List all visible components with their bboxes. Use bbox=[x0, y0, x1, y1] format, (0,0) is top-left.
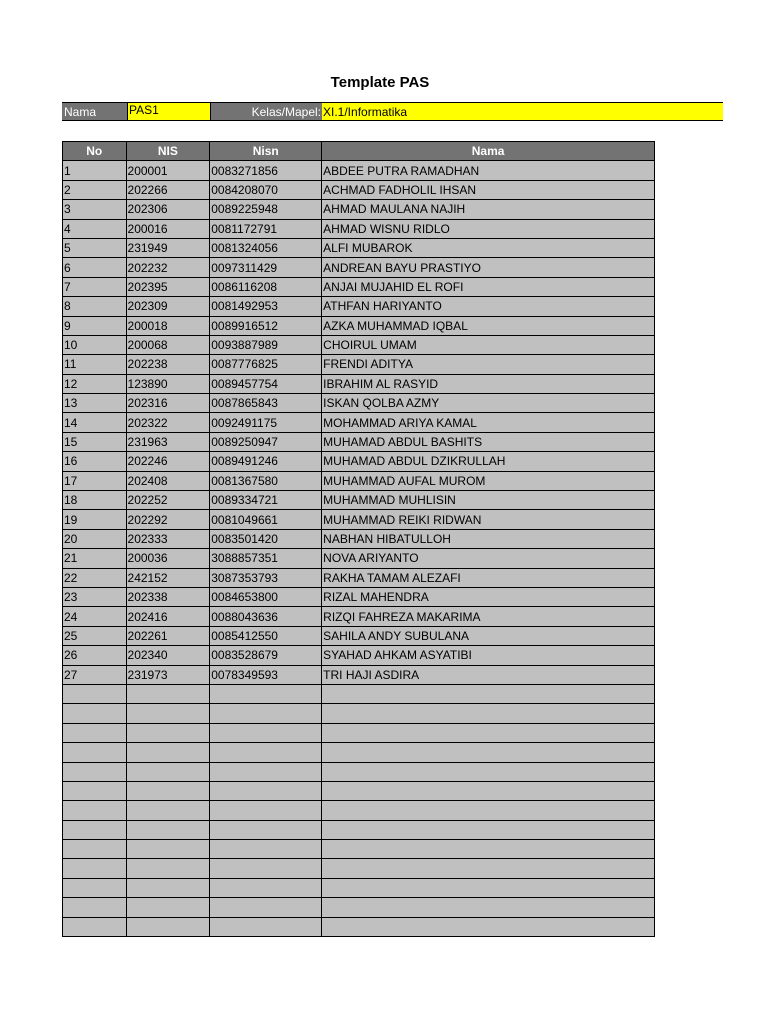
cell-no-empty[interactable] bbox=[63, 820, 127, 839]
cell-nis[interactable]: 200068 bbox=[126, 335, 210, 354]
cell-nis[interactable]: 202322 bbox=[126, 413, 210, 432]
empty-table-row bbox=[63, 684, 655, 703]
table-row bbox=[63, 529, 655, 548]
cell-no[interactable]: 2 bbox=[63, 180, 127, 199]
cell-nisn-empty[interactable] bbox=[210, 801, 322, 820]
cell-nis[interactable]: 202333 bbox=[126, 529, 210, 548]
table-row bbox=[63, 161, 655, 180]
nama-label: Nama bbox=[62, 102, 127, 121]
cell-no[interactable]: 27 bbox=[63, 665, 127, 684]
cell-nis[interactable]: 202395 bbox=[126, 277, 210, 296]
cell-nisn[interactable]: 0087865843 bbox=[210, 394, 322, 413]
cell-nis-empty[interactable] bbox=[126, 898, 210, 917]
cell-nis[interactable]: 202306 bbox=[126, 200, 210, 219]
empty-table-row bbox=[63, 781, 655, 800]
table-row bbox=[63, 238, 655, 257]
cell-nisn-empty[interactable] bbox=[210, 878, 322, 897]
cell-nama-empty[interactable] bbox=[322, 859, 655, 878]
table-row bbox=[63, 607, 655, 626]
cell-nis[interactable]: 202316 bbox=[126, 394, 210, 413]
cell-nisn[interactable]: 0087776825 bbox=[210, 355, 322, 374]
cell-no[interactable]: 6 bbox=[63, 258, 127, 277]
empty-table-row bbox=[63, 723, 655, 742]
cell-nisn[interactable]: 0093887989 bbox=[210, 335, 322, 354]
cell-nama[interactable]: MOHAMMAD ARIYA KAMAL bbox=[322, 413, 655, 432]
header-no[interactable]: No bbox=[63, 142, 127, 161]
cell-no[interactable]: 7 bbox=[63, 277, 127, 296]
cell-nisn-empty[interactable] bbox=[210, 704, 322, 723]
cell-nisn[interactable]: 0089491246 bbox=[210, 452, 322, 471]
page-title: Template PAS bbox=[330, 74, 430, 91]
kelas-mapel-value-cell[interactable]: XI.1/Informatika bbox=[322, 102, 723, 121]
cell-nisn[interactable]: 0086116208 bbox=[210, 277, 322, 296]
cell-nis[interactable]: 202252 bbox=[126, 491, 210, 510]
cell-nama[interactable]: ALFI MUBAROK bbox=[322, 238, 655, 257]
cell-nama[interactable]: SAHILA ANDY SUBULANA bbox=[322, 626, 655, 645]
table-row bbox=[63, 200, 655, 219]
cell-nis[interactable]: 123890 bbox=[126, 374, 210, 393]
empty-table-row bbox=[63, 762, 655, 781]
cell-nama-empty[interactable] bbox=[322, 723, 655, 742]
header-nama[interactable]: Nama bbox=[322, 142, 655, 161]
cell-no-empty[interactable] bbox=[63, 684, 127, 703]
cell-no[interactable]: 24 bbox=[63, 607, 127, 626]
table-row bbox=[63, 510, 655, 529]
cell-nama-empty[interactable] bbox=[322, 684, 655, 703]
cell-nis-empty[interactable] bbox=[126, 704, 210, 723]
cell-nama-empty[interactable] bbox=[322, 840, 655, 859]
cell-nisn[interactable]: 0083528679 bbox=[210, 646, 322, 665]
cell-nis-empty[interactable] bbox=[126, 840, 210, 859]
cell-nama[interactable]: ISKAN QOLBA AZMY bbox=[322, 394, 655, 413]
cell-nama[interactable]: RIZAL MAHENDRA bbox=[322, 587, 655, 606]
cell-nama-empty[interactable] bbox=[322, 762, 655, 781]
cell-no[interactable]: 25 bbox=[63, 626, 127, 645]
cell-nis[interactable]: 202309 bbox=[126, 297, 210, 316]
cell-no[interactable]: 12 bbox=[63, 374, 127, 393]
table-row bbox=[63, 432, 655, 451]
cell-nis-empty[interactable] bbox=[126, 878, 210, 897]
table-body bbox=[63, 161, 655, 937]
table-row bbox=[63, 180, 655, 199]
cell-no-empty[interactable] bbox=[63, 840, 127, 859]
empty-table-row bbox=[63, 840, 655, 859]
cell-no-empty[interactable] bbox=[63, 801, 127, 820]
cell-nis-empty[interactable] bbox=[126, 801, 210, 820]
table-header-row bbox=[63, 142, 655, 161]
cell-nis[interactable]: 202261 bbox=[126, 626, 210, 645]
cell-no[interactable]: 9 bbox=[63, 316, 127, 335]
cell-nis[interactable]: 202246 bbox=[126, 452, 210, 471]
cell-nis[interactable]: 202266 bbox=[126, 180, 210, 199]
cell-nis[interactable]: 231963 bbox=[126, 432, 210, 451]
cell-nama-empty[interactable] bbox=[322, 743, 655, 762]
empty-table-row bbox=[63, 743, 655, 762]
table-row bbox=[63, 587, 655, 606]
table-row bbox=[63, 394, 655, 413]
cell-nama[interactable]: TRI HAJI ASDIRA bbox=[322, 665, 655, 684]
cell-no[interactable]: 18 bbox=[63, 491, 127, 510]
cell-no-empty[interactable] bbox=[63, 898, 127, 917]
cell-nama[interactable]: NOVA ARIYANTO bbox=[322, 549, 655, 568]
cell-nisn[interactable]: 0081367580 bbox=[210, 471, 322, 490]
cell-nama-empty[interactable] bbox=[322, 801, 655, 820]
cell-no-empty[interactable] bbox=[63, 878, 127, 897]
cell-nama[interactable]: NABHAN HIBATULLOH bbox=[322, 529, 655, 548]
table-row bbox=[63, 471, 655, 490]
cell-nisn-empty[interactable] bbox=[210, 762, 322, 781]
cell-nis[interactable]: 231949 bbox=[126, 238, 210, 257]
cell-nama[interactable]: IBRAHIM AL RASYID bbox=[322, 374, 655, 393]
cell-nisn-empty[interactable] bbox=[210, 781, 322, 800]
cell-nama[interactable]: ABDEE PUTRA RAMADHAN bbox=[322, 161, 655, 180]
cell-nisn[interactable]: 0088043636 bbox=[210, 607, 322, 626]
cell-nama[interactable]: MUHAMAD ABDUL BASHITS bbox=[322, 432, 655, 451]
cell-nis[interactable]: 202340 bbox=[126, 646, 210, 665]
nama-value-cell[interactable]: PAS1 bbox=[127, 102, 211, 121]
student-table bbox=[62, 141, 655, 937]
cell-nis-empty[interactable] bbox=[126, 820, 210, 839]
cell-nama[interactable]: RIZQI FAHREZA MAKARIMA bbox=[322, 607, 655, 626]
cell-no[interactable]: 1 bbox=[63, 161, 127, 180]
cell-nama[interactable]: ACHMAD FADHOLIL IHSAN bbox=[322, 180, 655, 199]
cell-nisn-empty[interactable] bbox=[210, 859, 322, 878]
cell-nama[interactable]: MUHAMMAD REIKI RIDWAN bbox=[322, 510, 655, 529]
cell-nisn[interactable]: 3088857351 bbox=[210, 549, 322, 568]
cell-nama-empty[interactable] bbox=[322, 704, 655, 723]
cell-nama-empty[interactable] bbox=[322, 878, 655, 897]
cell-nis-empty[interactable] bbox=[126, 684, 210, 703]
cell-nisn[interactable]: 0089916512 bbox=[210, 316, 322, 335]
cell-nama[interactable]: ATHFAN HARIYANTO bbox=[322, 297, 655, 316]
cell-nis[interactable]: 231973 bbox=[126, 665, 210, 684]
table-row bbox=[63, 413, 655, 432]
cell-no[interactable]: 10 bbox=[63, 335, 127, 354]
cell-nis[interactable]: 202238 bbox=[126, 355, 210, 374]
cell-nisn[interactable]: 0083501420 bbox=[210, 529, 322, 548]
cell-nis[interactable]: 242152 bbox=[126, 568, 210, 587]
cell-nisn-empty[interactable] bbox=[210, 684, 322, 703]
cell-nama[interactable]: AHMAD WISNU RIDLO bbox=[322, 219, 655, 238]
empty-table-row bbox=[63, 820, 655, 839]
table-row bbox=[63, 549, 655, 568]
cell-nama[interactable]: MUHAMAD ABDUL DZIKRULLAH bbox=[322, 452, 655, 471]
cell-nisn[interactable]: 0089250947 bbox=[210, 432, 322, 451]
cell-nama[interactable]: AZKA MUHAMMAD IQBAL bbox=[322, 316, 655, 335]
cell-nis[interactable]: 202408 bbox=[126, 471, 210, 490]
cell-nisn[interactable]: 0081324056 bbox=[210, 238, 322, 257]
header-nis[interactable]: NIS bbox=[126, 142, 210, 161]
cell-nis-empty[interactable] bbox=[126, 917, 210, 936]
cell-nisn[interactable]: 0097311429 bbox=[210, 258, 322, 277]
cell-no[interactable]: 20 bbox=[63, 529, 127, 548]
cell-no[interactable]: 26 bbox=[63, 646, 127, 665]
cell-nisn[interactable]: 0084653800 bbox=[210, 587, 322, 606]
cell-no-empty[interactable] bbox=[63, 781, 127, 800]
cell-nama[interactable]: AHMAD MAULANA NAJIH bbox=[322, 200, 655, 219]
cell-no[interactable]: 17 bbox=[63, 471, 127, 490]
table-row bbox=[63, 646, 655, 665]
cell-nis[interactable]: 202292 bbox=[126, 510, 210, 529]
meta-row bbox=[62, 102, 723, 122]
cell-nisn-empty[interactable] bbox=[210, 723, 322, 742]
cell-no-empty[interactable] bbox=[63, 704, 127, 723]
table-row bbox=[63, 335, 655, 354]
cell-nisn-empty[interactable] bbox=[210, 898, 322, 917]
cell-no[interactable]: 21 bbox=[63, 549, 127, 568]
cell-no-empty[interactable] bbox=[63, 859, 127, 878]
cell-nisn-empty[interactable] bbox=[210, 820, 322, 839]
cell-nis-empty[interactable] bbox=[126, 781, 210, 800]
cell-no-empty[interactable] bbox=[63, 762, 127, 781]
cell-nis-empty[interactable] bbox=[126, 859, 210, 878]
table-row bbox=[63, 316, 655, 335]
cell-nama[interactable]: ANJAI MUJAHID EL ROFI bbox=[322, 277, 655, 296]
cell-no-empty[interactable] bbox=[63, 743, 127, 762]
cell-nisn[interactable]: 3087353793 bbox=[210, 568, 322, 587]
cell-no[interactable]: 5 bbox=[63, 238, 127, 257]
empty-table-row bbox=[63, 878, 655, 897]
cell-nisn[interactable]: 0081049661 bbox=[210, 510, 322, 529]
cell-nama[interactable]: CHOIRUL UMAM bbox=[322, 335, 655, 354]
table-row bbox=[63, 452, 655, 471]
cell-nisn[interactable]: 0089334721 bbox=[210, 491, 322, 510]
cell-nis[interactable]: 202416 bbox=[126, 607, 210, 626]
cell-no[interactable]: 19 bbox=[63, 510, 127, 529]
cell-nisn-empty[interactable] bbox=[210, 840, 322, 859]
cell-nisn[interactable]: 0085412550 bbox=[210, 626, 322, 645]
empty-table-row bbox=[63, 704, 655, 723]
empty-table-row bbox=[63, 801, 655, 820]
cell-nisn[interactable]: 0089457754 bbox=[210, 374, 322, 393]
cell-nisn[interactable]: 0089225948 bbox=[210, 200, 322, 219]
cell-nis-empty[interactable] bbox=[126, 762, 210, 781]
header-nisn[interactable]: Nisn bbox=[210, 142, 322, 161]
cell-nisn[interactable]: 0084208070 bbox=[210, 180, 322, 199]
cell-nama[interactable]: RAKHA TAMAM ALEZAFI bbox=[322, 568, 655, 587]
table-row bbox=[63, 297, 655, 316]
kelas-mapel-label: Kelas/Mapel: bbox=[211, 102, 322, 121]
cell-no[interactable]: 4 bbox=[63, 219, 127, 238]
cell-nisn[interactable]: 0081172791 bbox=[210, 219, 322, 238]
cell-nama[interactable]: ANDREAN BAYU PRASTIYO bbox=[322, 258, 655, 277]
table-row bbox=[63, 491, 655, 510]
table-row bbox=[63, 665, 655, 684]
table-row bbox=[63, 219, 655, 238]
empty-table-row bbox=[63, 917, 655, 936]
cell-no[interactable]: 23 bbox=[63, 587, 127, 606]
cell-nis-empty[interactable] bbox=[126, 723, 210, 742]
cell-nama-empty[interactable] bbox=[322, 898, 655, 917]
cell-nama[interactable]: MUHAMMAD AUFAL MUROM bbox=[322, 471, 655, 490]
cell-no[interactable]: 22 bbox=[63, 568, 127, 587]
cell-no[interactable]: 16 bbox=[63, 452, 127, 471]
cell-nisn[interactable]: 0081492953 bbox=[210, 297, 322, 316]
cell-nisn[interactable]: 0078349593 bbox=[210, 665, 322, 684]
cell-nisn-empty[interactable] bbox=[210, 917, 322, 936]
cell-nis[interactable]: 200001 bbox=[126, 161, 210, 180]
cell-nama[interactable]: FRENDI ADITYA bbox=[322, 355, 655, 374]
table-row bbox=[63, 568, 655, 587]
cell-no-empty[interactable] bbox=[63, 917, 127, 936]
table-row bbox=[63, 258, 655, 277]
cell-nama[interactable]: SYAHAD AHKAM ASYATIBI bbox=[322, 646, 655, 665]
cell-nis[interactable]: 200016 bbox=[126, 219, 210, 238]
empty-table-row bbox=[63, 859, 655, 878]
table-row bbox=[63, 626, 655, 645]
cell-no[interactable]: 11 bbox=[63, 355, 127, 374]
cell-nisn-empty[interactable] bbox=[210, 743, 322, 762]
cell-no[interactable]: 13 bbox=[63, 394, 127, 413]
cell-nis[interactable]: 200036 bbox=[126, 549, 210, 568]
cell-nisn[interactable]: 0092491175 bbox=[210, 413, 322, 432]
cell-no[interactable]: 8 bbox=[63, 297, 127, 316]
cell-no[interactable]: 14 bbox=[63, 413, 127, 432]
table-row bbox=[63, 277, 655, 296]
table-row bbox=[63, 355, 655, 374]
cell-no[interactable]: 15 bbox=[63, 432, 127, 451]
table-row bbox=[63, 374, 655, 393]
cell-nisn[interactable]: 0083271856 bbox=[210, 161, 322, 180]
cell-no[interactable]: 3 bbox=[63, 200, 127, 219]
cell-nama-empty[interactable] bbox=[322, 820, 655, 839]
cell-nis[interactable]: 202338 bbox=[126, 587, 210, 606]
cell-no-empty[interactable] bbox=[63, 723, 127, 742]
empty-table-row bbox=[63, 898, 655, 917]
cell-nis-empty[interactable] bbox=[126, 743, 210, 762]
cell-nama[interactable]: MUHAMMAD MUHLISIN bbox=[322, 491, 655, 510]
cell-nama-empty[interactable] bbox=[322, 781, 655, 800]
cell-nis[interactable]: 200018 bbox=[126, 316, 210, 335]
cell-nis[interactable]: 202232 bbox=[126, 258, 210, 277]
cell-nama-empty[interactable] bbox=[322, 917, 655, 936]
